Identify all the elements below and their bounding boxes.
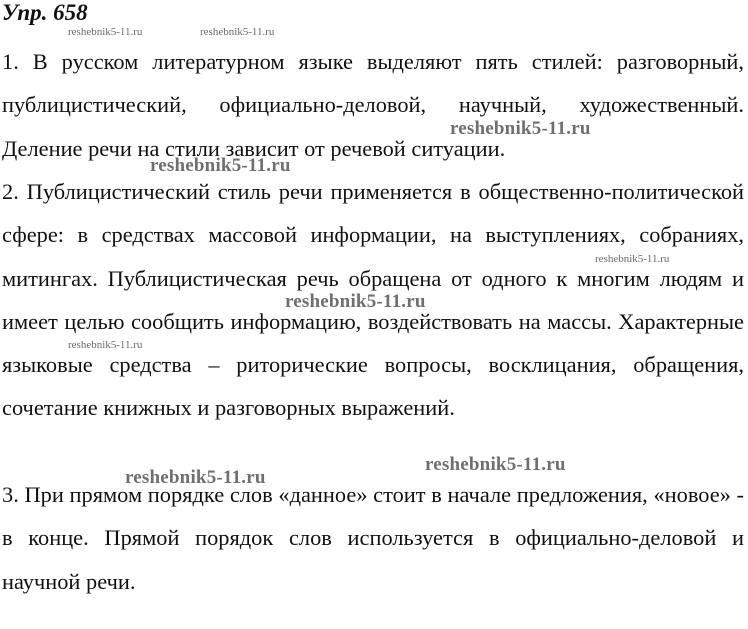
watermark: reshebnik5-11.ru xyxy=(68,339,143,351)
watermark: reshebnik5-11.ru xyxy=(285,291,426,312)
paragraph-3: 3. При прямом порядке слов «данное» стоит в начале предложения, «новое» - в конце. Прямой порядок слов используется в официально-деловой и научной речи. xyxy=(2,482,744,594)
watermark: reshebnik5-11.ru xyxy=(200,26,275,38)
exercise-title: Упр. 658 xyxy=(2,0,88,25)
watermark: reshebnik5-11.ru xyxy=(68,26,143,38)
watermark: reshebnik5-11.ru xyxy=(150,155,291,176)
watermark: reshebnik5-11.ru xyxy=(425,454,566,475)
watermark: reshebnik5-11.ru xyxy=(450,118,591,139)
watermark: reshebnik5-11.ru xyxy=(125,467,266,488)
paragraph-1: 1. В русском литературном языке выделяют пять стилей: разговорный, публицистический, официально-деловой, научный, художественный. Деление речи на стили зависит от речевой ситуации. xyxy=(2,49,744,161)
watermark: reshebnik5-11.ru xyxy=(595,253,670,265)
paragraph-2: 2. Публицистический стиль речи применяется в общественно-политической сфере: в средствах массовой информации, на выступлениях, собраниях, митингах. Публицистическая речь обращена от одного к многим людям и имеет целью сообщить информацию, воздействовать на массы. Характерные языковые средства – риторические вопросы, восклицания, обращения, сочетание книжных и разговорных выражений. xyxy=(2,179,744,421)
